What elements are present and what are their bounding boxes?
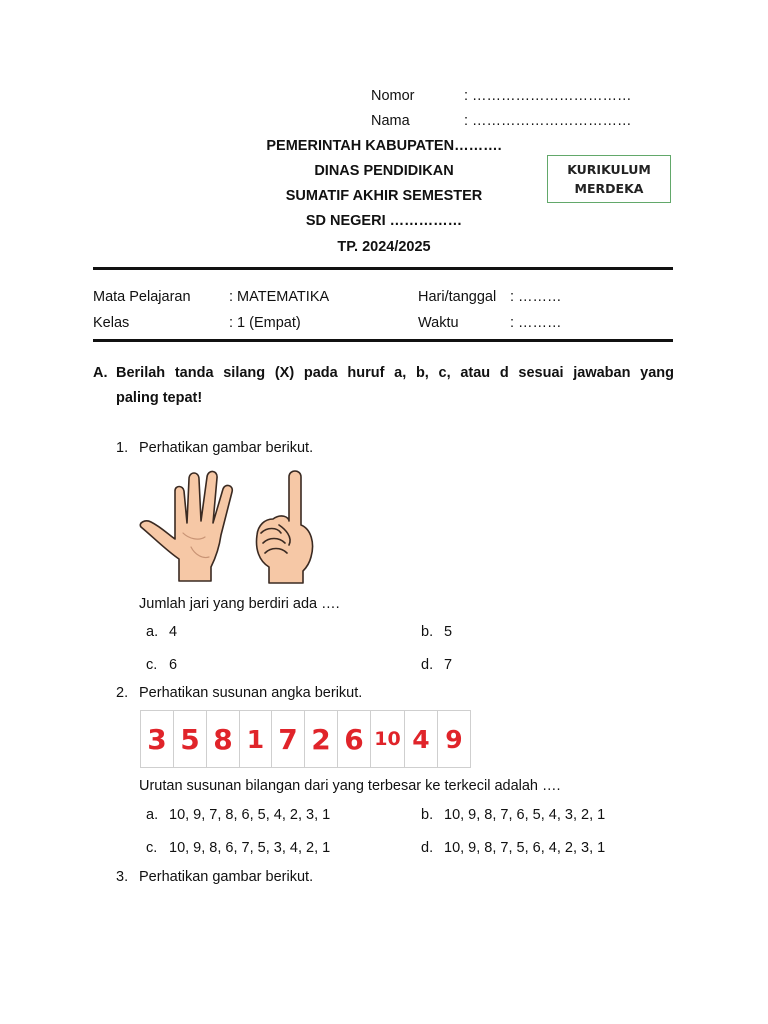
section-letter: A. <box>93 365 108 381</box>
number-card: 8 <box>206 710 240 768</box>
nama-value: : …………………………… <box>464 113 632 129</box>
hari-label: Hari/tanggal <box>418 289 497 305</box>
option-letter: a. <box>146 807 159 823</box>
option-text: 10, 9, 8, 7, 5, 6, 4, 2, 3, 1 <box>444 840 606 856</box>
mapel-value: : MATEMATIKA <box>229 289 330 305</box>
option-text: 10, 9, 8, 7, 6, 5, 4, 3, 2, 1 <box>444 807 606 823</box>
option-text: 7 <box>444 657 453 673</box>
question-prompt: Perhatikan gambar berikut. <box>139 440 314 456</box>
nama-label: Nama <box>371 113 410 129</box>
section-instruction-line2: paling tepat! <box>116 390 203 406</box>
option-text: 4 <box>169 624 178 640</box>
question-prompt: Perhatikan gambar berikut. <box>139 869 314 885</box>
option-letter: d. <box>421 657 434 673</box>
number-card: 1 <box>239 710 272 768</box>
number-card: 4 <box>404 710 438 768</box>
number-card: 10 <box>370 710 405 768</box>
number-card: 2 <box>304 710 338 768</box>
info-divider <box>93 339 673 342</box>
number-card: 7 <box>271 710 305 768</box>
option-text: 10, 9, 7, 8, 6, 5, 4, 2, 3, 1 <box>169 807 331 823</box>
option-letter: b. <box>421 624 434 640</box>
option-letter: a. <box>146 624 159 640</box>
waktu-value: : ……… <box>510 315 562 331</box>
number-card: 3 <box>140 710 174 768</box>
question-number: 3. <box>116 869 129 885</box>
nomor-value: : …………………………… <box>464 88 632 104</box>
hari-value: : ……… <box>510 289 562 305</box>
kurikulum-line1: KURIKULUM <box>567 162 651 177</box>
kelas-label: Kelas <box>93 315 130 331</box>
title-line-school: SD NEGERI …………… <box>305 213 463 229</box>
title-line-government: PEMERINTAH KABUPATEN………. <box>266 138 502 154</box>
title-line-year: TP. 2024/2025 <box>337 239 431 255</box>
option-letter: c. <box>146 840 158 856</box>
nomor-label: Nomor <box>371 88 415 104</box>
hands-illustration-icon <box>139 463 319 588</box>
option-letter: c. <box>146 657 158 673</box>
header-divider <box>93 267 673 270</box>
question-number: 2. <box>116 685 129 701</box>
mapel-label: Mata Pelajaran <box>93 289 191 305</box>
option-letter: d. <box>421 840 434 856</box>
kelas-value: : 1 (Empat) <box>229 315 301 331</box>
title-line-department: DINAS PENDIDIKAN <box>314 163 454 179</box>
option-text: 5 <box>444 624 453 640</box>
question-prompt: Perhatikan susunan angka berikut. <box>139 685 363 701</box>
question-number: 1. <box>116 440 129 456</box>
waktu-label: Waktu <box>418 315 459 331</box>
question-text: Urutan susunan bilangan dari yang terbesar ke terkecil adalah …. <box>139 778 561 794</box>
section-instruction-line1: Berilah tanda silang (X) pada huruf a, b, c, atau d sesuai jawaban yang <box>116 365 674 381</box>
question-text: Jumlah jari yang berdiri ada …. <box>139 596 340 612</box>
number-card: 5 <box>173 710 207 768</box>
option-text: 10, 9, 8, 6, 7, 5, 3, 4, 2, 1 <box>169 840 331 856</box>
title-line-exam: SUMATIF AKHIR SEMESTER <box>285 188 483 204</box>
number-card: 9 <box>437 710 471 768</box>
kurikulum-line2: MERDEKA <box>574 181 644 196</box>
kurikulum-badge <box>547 155 671 203</box>
number-card: 6 <box>337 710 371 768</box>
option-text: 6 <box>169 657 178 673</box>
option-letter: b. <box>421 807 434 823</box>
